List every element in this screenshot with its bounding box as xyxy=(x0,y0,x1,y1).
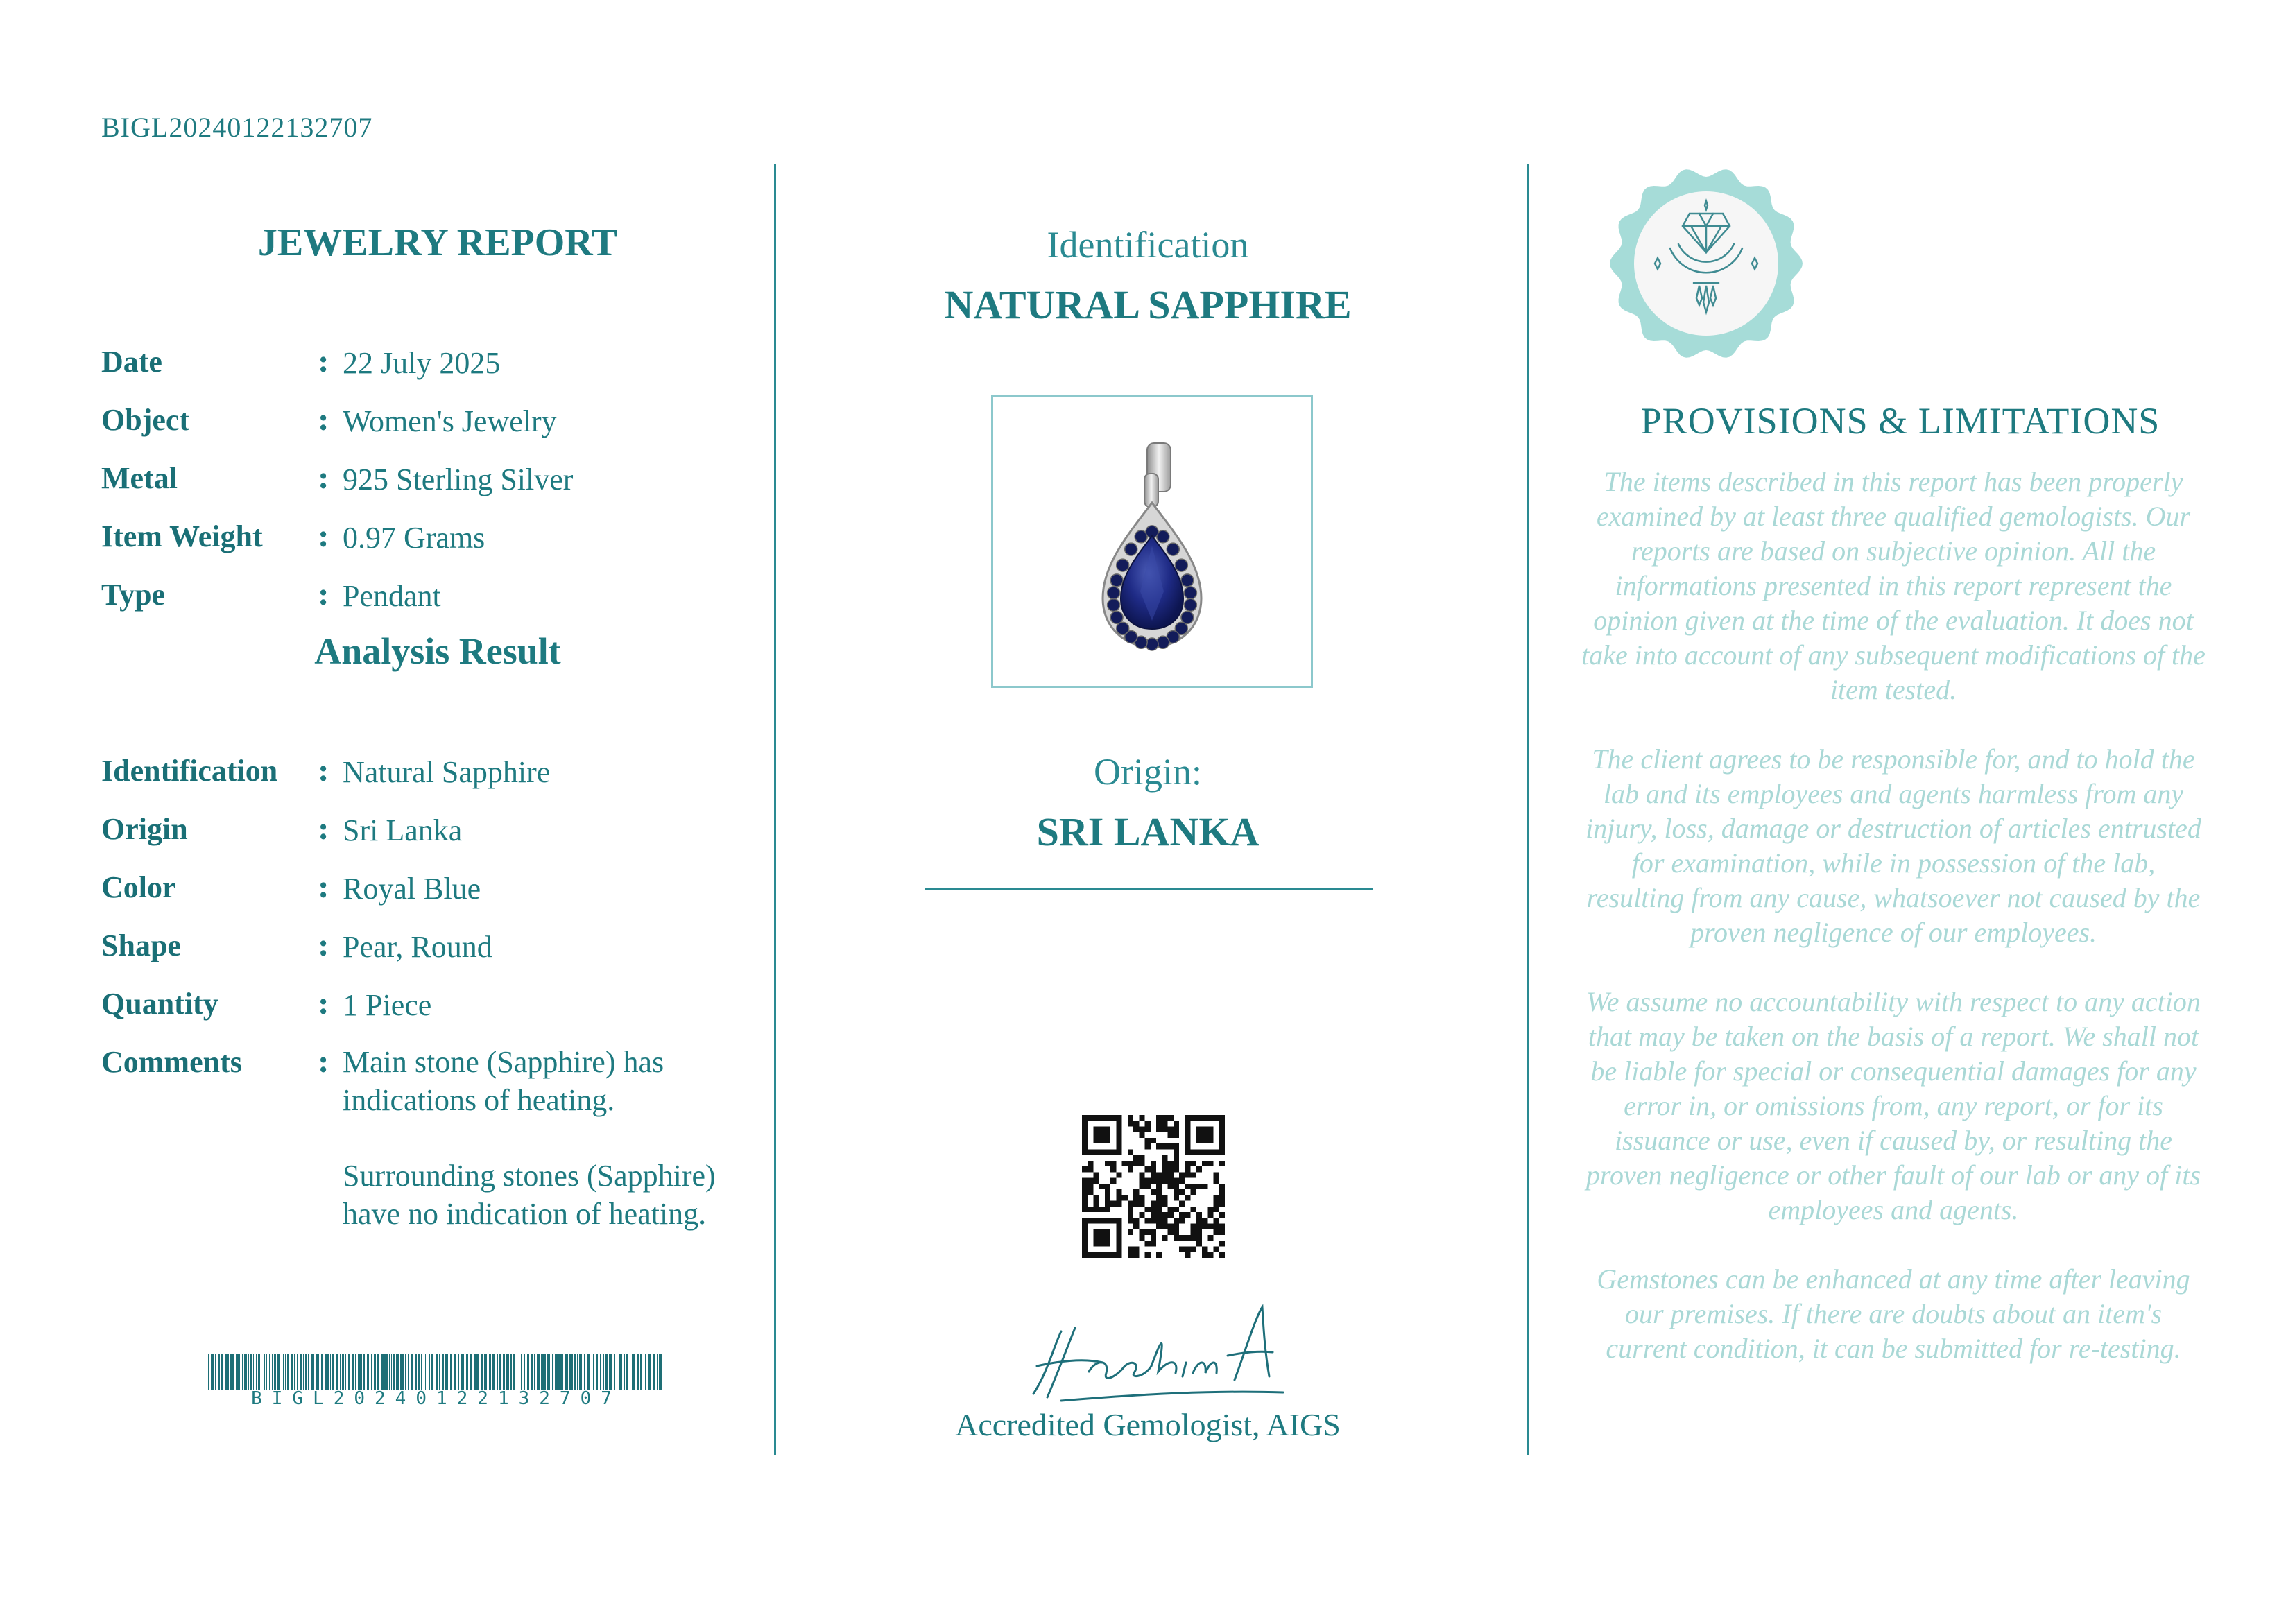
halo-stone xyxy=(1117,559,1129,571)
origin-value: SRI LANKA xyxy=(1036,809,1260,854)
detail-value: 22 July 2025 xyxy=(343,346,501,380)
halo-stone xyxy=(1110,574,1123,587)
colon: : xyxy=(318,519,329,554)
detail-value: 925 Sterling Silver xyxy=(343,463,574,496)
analysis-value: 1 Piece xyxy=(343,988,432,1022)
provision-paragraph: The items described in this report has been properly examined by at least three qualified gemologists. Our reports are based on subjective opinion. All the informations presented in this report represent the opinion given at the time of the evaluation. It does not take into account of any subsequent modifications of the item tested. xyxy=(1581,466,2206,705)
provisions-title: PROVISIONS & LIMITATIONS xyxy=(1640,400,2160,442)
analysis-row-origin xyxy=(101,811,767,867)
colon: : xyxy=(318,402,329,438)
detail-value: Women's Jewelry xyxy=(343,404,557,438)
detail-label: Metal xyxy=(101,461,178,495)
halo-stone xyxy=(1181,574,1194,587)
halo-stone xyxy=(1184,587,1196,599)
detail-value: 0.97 Grams xyxy=(343,521,485,555)
colon: : xyxy=(318,577,329,612)
halo-stone xyxy=(1110,611,1123,623)
provision-paragraph: We assume no accountability with respect to any action that may be taken on the basis of a report. We shall not be liable for special or consequential damages for any error in, or omissions from, any report, or for its issuance or use, even if caused by, or resulting the proven negligence or other fault of our lab or any of its employees and agents. xyxy=(1585,986,2201,1225)
detail-row-type xyxy=(101,577,767,632)
comment-main-stone: Main stone (Sapphire) has indications of heating. xyxy=(343,1045,664,1117)
colon: : xyxy=(318,811,329,847)
colon: : xyxy=(318,986,329,1021)
jewelry-photo xyxy=(991,395,1313,688)
colon: : xyxy=(318,928,329,963)
report-id: BIGL20240122132707 xyxy=(101,112,373,143)
provision-paragraph: Gemstones can be enhanced at any time after leaving our premises. If there are doubts about an item's current condition, it can be submitted for re-testing. xyxy=(1597,1263,2190,1364)
analysis-label: Identification xyxy=(101,754,278,788)
colon: : xyxy=(318,753,329,788)
analysis-row-color xyxy=(101,870,767,925)
detail-row-object xyxy=(101,402,767,458)
colon: : xyxy=(318,460,329,496)
analysis-label: Quantity xyxy=(101,987,218,1021)
analysis-label: Comments xyxy=(101,1045,242,1079)
analysis-value: Sri Lanka xyxy=(343,813,463,847)
detail-label: Type xyxy=(101,578,166,612)
detail-row-item-weight xyxy=(101,519,767,574)
halo-stone xyxy=(1108,587,1120,599)
comment-surrounding-stones: Surrounding stones (Sapphire) have no indication of heating. xyxy=(343,1159,716,1231)
gemologist-signature xyxy=(1006,1290,1297,1408)
analysis-value: Natural Sapphire xyxy=(343,755,551,789)
halo-stone xyxy=(1175,559,1187,571)
analysis-label: Origin xyxy=(101,812,188,846)
divider-line xyxy=(925,888,1373,890)
provisions-text xyxy=(1581,465,2206,1401)
halo-stone xyxy=(1181,611,1194,623)
barcode-text: BIGL20240122132707 xyxy=(251,1388,621,1409)
gemologist-caption: Accredited Gemologist, AIGS xyxy=(955,1407,1341,1442)
analysis-value: Pear, Round xyxy=(343,930,492,964)
identification-label: Identification xyxy=(1047,224,1249,266)
analysis-title: Analysis Result xyxy=(314,630,561,672)
detail-label: Item Weight xyxy=(101,519,263,553)
qr-code[interactable] xyxy=(1082,1115,1225,1258)
provision-paragraph: The client agrees to be responsible for, and to hold the lab and its employees and agents harmless from any injury, loss, damage or destruction of articles entrusted for examination, while in possession of the lab, resulting from any cause, whatsoever not caused by the proven negligence of our employees. xyxy=(1585,743,2201,948)
analysis-row-identification xyxy=(101,753,767,809)
halo-stone xyxy=(1157,636,1169,648)
analysis-value: Royal Blue xyxy=(343,872,481,906)
analysis-row-shape xyxy=(101,928,767,983)
halo-stone xyxy=(1167,543,1179,555)
halo-stone xyxy=(1146,638,1158,650)
detail-row-date xyxy=(101,344,767,399)
origin-label: Origin: xyxy=(1094,751,1202,793)
colon: : xyxy=(318,1044,329,1080)
colon: : xyxy=(318,870,329,905)
analysis-label: Shape xyxy=(101,928,181,962)
detail-label: Object xyxy=(101,403,190,437)
analysis-label: Color xyxy=(101,870,176,904)
report-title: JEWELRY REPORT xyxy=(257,221,618,264)
column-divider-right xyxy=(1527,164,1529,1455)
barcode xyxy=(208,1354,664,1390)
detail-label: Date xyxy=(101,345,162,379)
analysis-row-quantity xyxy=(101,986,767,1042)
colon: : xyxy=(318,344,329,379)
pendant-image xyxy=(993,397,1311,686)
halo-stone xyxy=(1117,622,1129,634)
identification-value: NATURAL SAPPHIRE xyxy=(944,282,1352,327)
detail-row-metal xyxy=(101,460,767,516)
column-divider-left xyxy=(774,164,776,1455)
lab-seal-logo xyxy=(1609,166,1803,361)
halo-stone xyxy=(1108,598,1120,611)
halo-stone xyxy=(1125,543,1137,555)
halo-stone xyxy=(1184,598,1196,611)
detail-value: Pendant xyxy=(343,579,441,613)
